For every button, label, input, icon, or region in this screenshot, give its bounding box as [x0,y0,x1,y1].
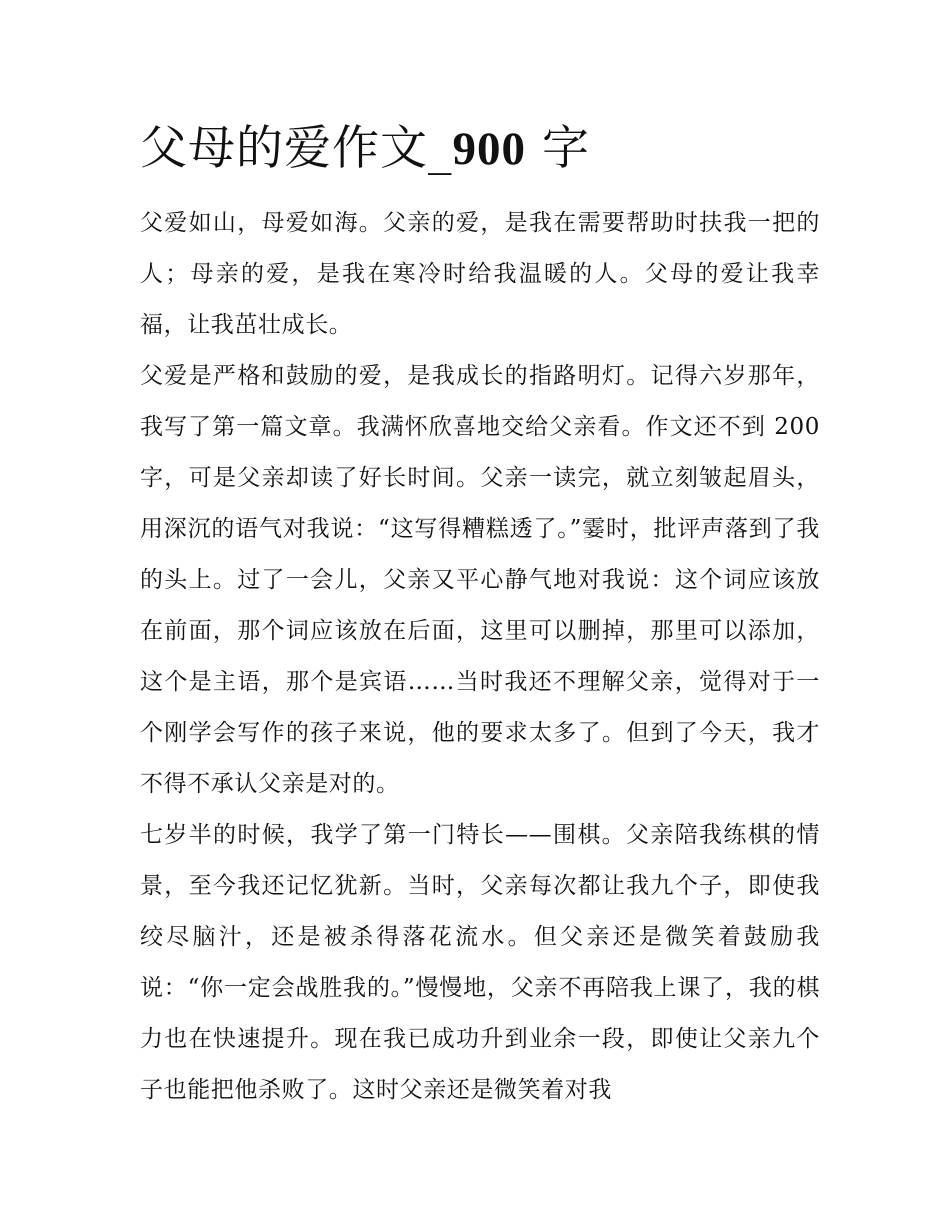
title-word-count: 900 [452,123,526,175]
paragraph-father-writing: 父爱是严格和鼓励的爱，是我成长的指路明灯。记得六岁那年，我写了第一篇文章。我满怀欣喜地交给父亲看。作文还不到 200 字，可是父亲却读了好长时间。父亲一读完，就立刻皱起眉头，用深沉的语气对我说：“这写得糟糕透了。”霎时，批评声落到了我的头上。过了一会儿，父亲又平心静气地对我说：这个词应该放在前面，那个词应该放在后面，这里可以删掉，那里可以添加，这个是主语，那个是宾语……当时我还不理解父亲，觉得对于一个刚学会写作的孩子来说，他的要求太多了。但到了今天，我才不得不承认父亲是对的。 [140,363,820,797]
document-title [140,118,820,180]
title-unit: 字 [526,121,590,176]
paragraph-intro: 父爱如山，母爱如海。父亲的爱，是我在需要帮助时扶我一把的人；母亲的爱，是我在寒冷时给我温暖的人。父母的爱让我幸福，让我茁壮成长。 [140,210,820,338]
paragraph-father-go: 七岁半的时候，我学了第一门特长——围棋。父亲陪我练棋的情景，至今我还记忆犹新。当时，父亲每次都让我九个子，即使我绞尽脑汁，还是被杀得落花流水。但父亲还是微笑着鼓励我说：“你一定会战胜我的。”慢慢地，父亲不再陪我上课了，我的棋力也在快速提升。现在我已成功升到业余一段，即使让父亲九个子也能把他杀败了。这时父亲还是微笑着对我 [140,822,820,1103]
title-text: 父母的爱作文_ [140,121,453,176]
document-body [140,118,820,1116]
